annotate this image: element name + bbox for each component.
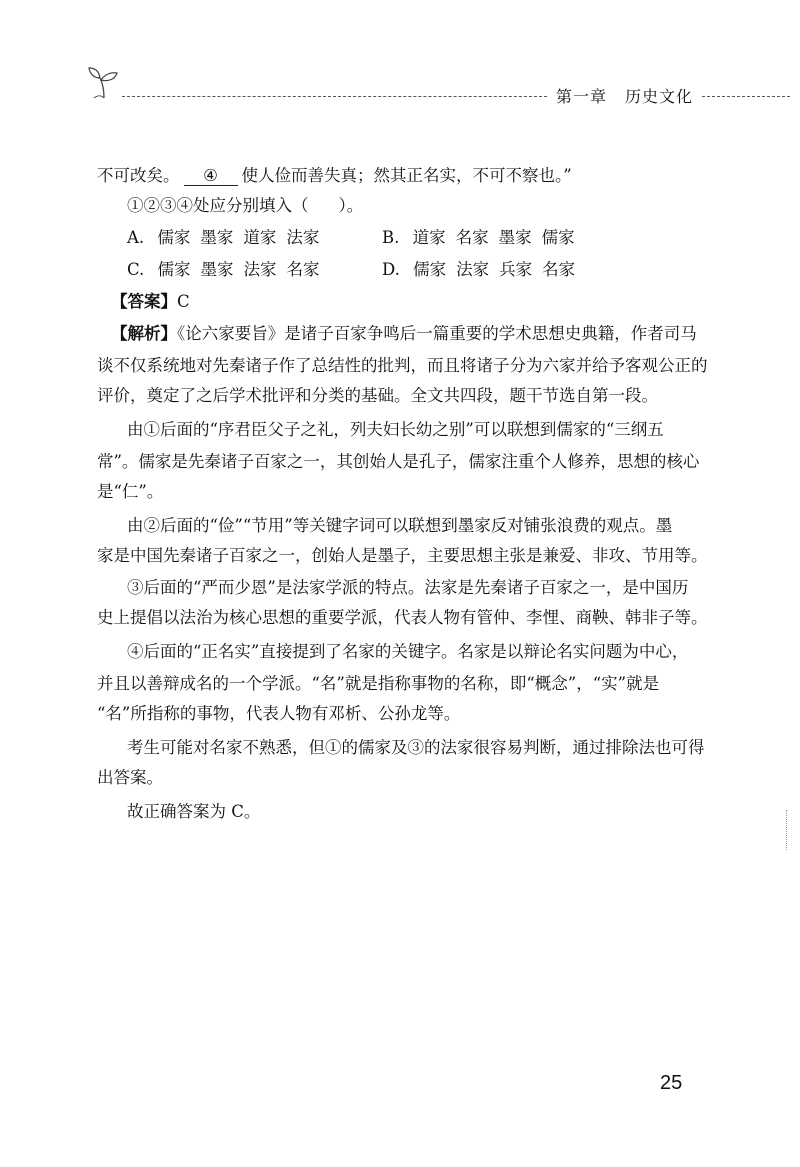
question-line-1 — [97, 162, 572, 186]
option-text: 名家 — [542, 260, 576, 279]
option-text: 名家 — [455, 228, 489, 247]
option-text: D. 儒家 — [382, 260, 447, 279]
answer-value: C — [177, 292, 190, 311]
analysis-line: 由②后面的“俭”“节用”等关键字词可以联想到墨家反对铺张浪费的观点。墨 — [127, 516, 673, 535]
sprout-icon — [86, 62, 126, 102]
analysis-line: 考生可能对名家不熟悉，但①的儒家及③的法家很容易判断，通过排除法也可得 — [127, 738, 705, 757]
analysis-line: 出答案。 — [97, 768, 163, 787]
question-prompt — [97, 192, 363, 216]
option-text: 名家 — [286, 260, 320, 279]
analysis-line: 评价，奠定了之后学术批评和分类的基础。全文共四段，题干节选自第一段。 — [97, 386, 658, 405]
text-fragment: 《论六家要旨》是诸子百家争鸣后一篇重要的学术思想史典籍，作者司马 — [177, 324, 697, 343]
analysis-line: ③后面的“严而少恩”是法家学派的特点。法家是先秦诸子百家之一，是中国历 — [127, 578, 689, 597]
text-fragment: ）。 — [338, 196, 364, 215]
option-b — [382, 224, 585, 248]
option-text: C. 儒家 — [127, 260, 191, 279]
option-text: 法家 — [243, 260, 277, 279]
analysis-line: 家是中国先秦诸子百家之一，创始人是墨子，主要思想主张是兼爱、非攻、节用等。 — [97, 546, 708, 565]
option-text: 墨家 — [498, 228, 532, 247]
text-fragment: 使人俭而善失真；然其正名实，不可不察也。” — [241, 166, 572, 185]
analysis-line: 是“仁”。 — [97, 482, 164, 501]
option-text: A. 儒家 — [127, 228, 191, 247]
header-rule-left — [122, 96, 547, 97]
scan-artifact — [786, 810, 789, 850]
analysis-line: 史上提倡以法治为核心思想的重要学派，代表人物有管仲、李悝、商鞅、韩非子等。 — [97, 608, 708, 627]
option-d — [382, 256, 585, 280]
analysis-line — [111, 320, 697, 344]
text-fragment: ①②③④处应分别填入（ — [127, 196, 309, 215]
analysis-line: 谈不仅系统地对先秦诸子作了总结性的批判，而且将诸子分为六家并给予客观公正的 — [97, 356, 708, 375]
option-text: 道家 — [243, 228, 277, 247]
analysis-line: ④后面的“正名实”直接提到了名家的关键字。名家是以辩论名实问题为中心， — [127, 642, 689, 661]
chapter-title: 历史文化 — [625, 87, 694, 106]
option-text: 法家 — [456, 260, 490, 279]
answer-label: 【答案】 — [111, 292, 177, 311]
analysis-line: 由①后面的“序君臣父子之礼，列夫妇长幼之别”可以联想到儒家的“三纲五 — [127, 420, 664, 439]
analysis-line: “名”所指称的事物，代表人物有邓析、公孙龙等。 — [97, 704, 461, 723]
option-text: 儒家 — [541, 228, 575, 247]
answer-line — [111, 288, 190, 312]
running-header — [0, 0, 800, 120]
chapter-heading — [556, 84, 693, 107]
header-rule-right — [702, 96, 790, 97]
analysis-line: 并且以善辩成名的一个学派。“名”就是指称事物的名称，即“概念”，“实”就是 — [97, 674, 660, 693]
option-text: 法家 — [286, 228, 320, 247]
chapter-label: 第一章 — [556, 87, 608, 106]
page-number: 25 — [660, 1072, 683, 1094]
option-a — [97, 224, 329, 248]
blank-4: ④ — [184, 166, 238, 186]
option-text: 墨家 — [200, 228, 234, 247]
option-text: B. 道家 — [382, 228, 446, 247]
option-text: 兵家 — [499, 260, 533, 279]
analysis-line: 常”。儒家是先秦诸子百家之一，其创始人是孔子，儒家注重个人修养，思想的核心 — [97, 452, 700, 471]
analysis-label: 【解析】 — [111, 324, 177, 343]
option-text: 墨家 — [200, 260, 234, 279]
option-c — [97, 256, 330, 280]
analysis-conclusion: 故正确答案为 C。 — [127, 802, 261, 821]
text-fragment: 不可改矣。 — [97, 166, 180, 185]
